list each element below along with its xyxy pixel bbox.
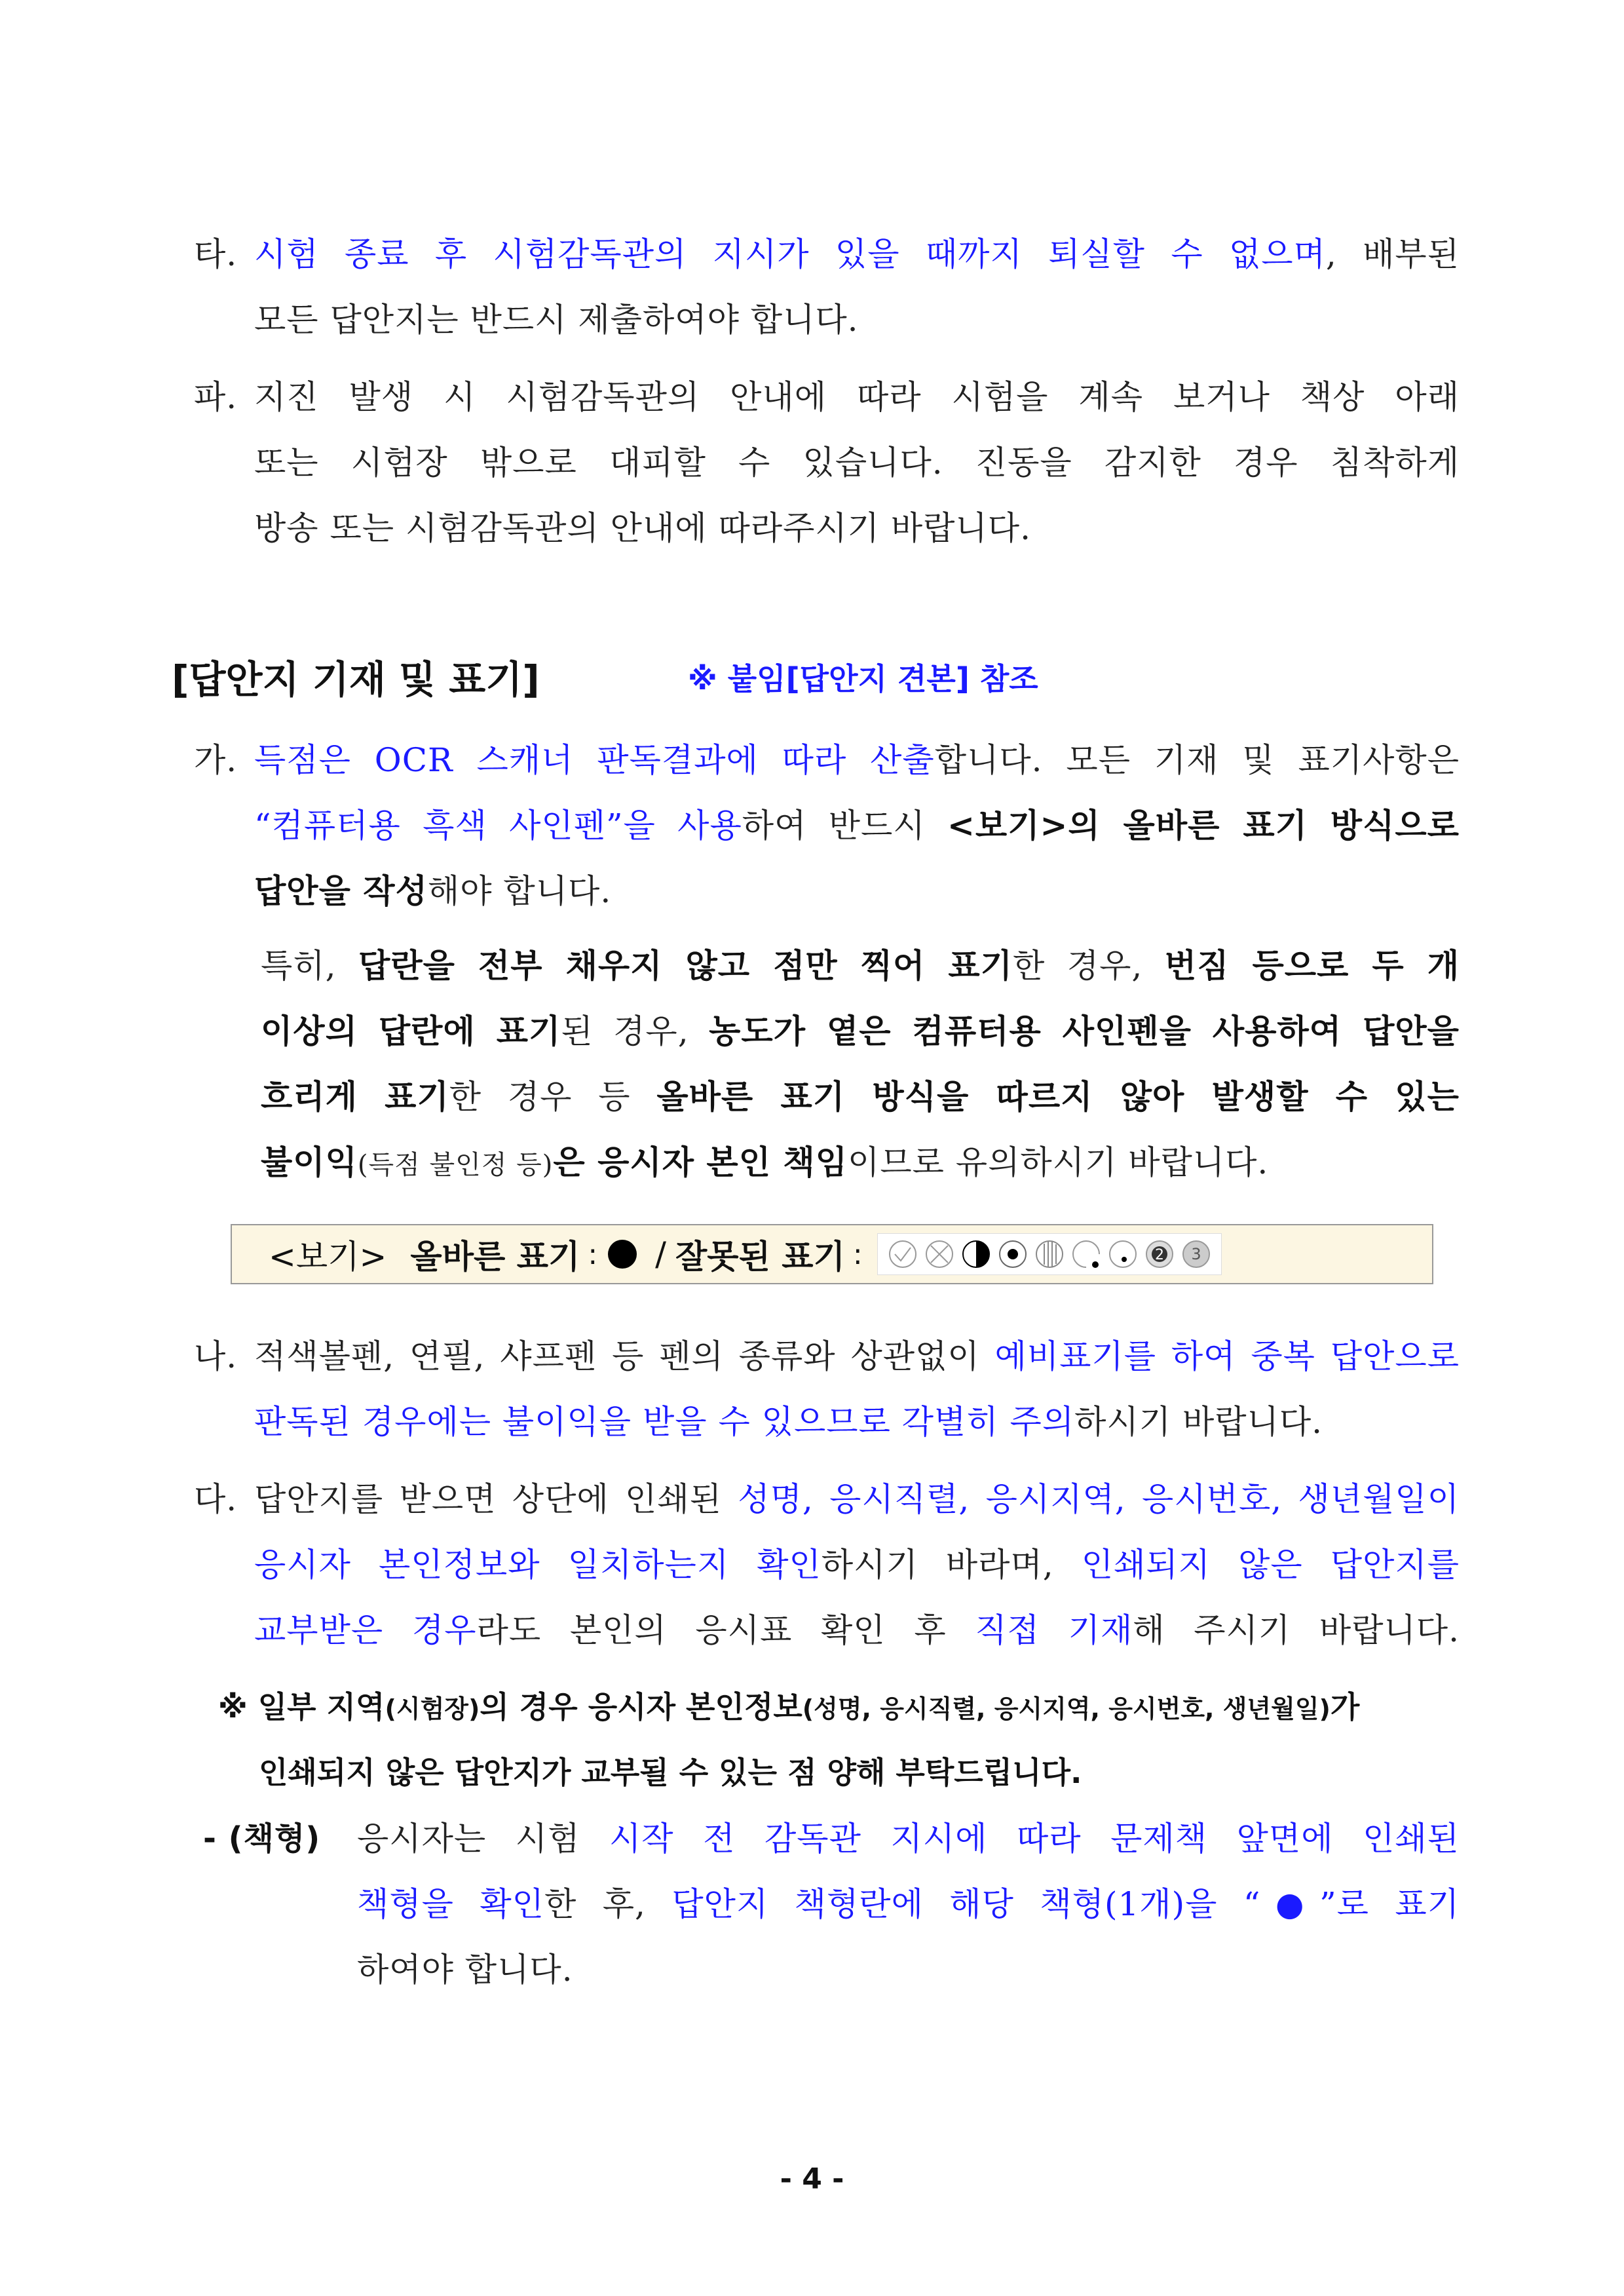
emphasis-text: 응시자 본인정보와 일치하는지 확인 [254, 1546, 821, 1584]
body-text: 합니다. 모든 기재 및 표기사항은 [934, 741, 1460, 779]
paragraph-line [261, 1130, 1460, 1195]
filled-circle-icon [608, 1240, 637, 1269]
emphasis-text: 인쇄되지 않은 답안지를 [1081, 1546, 1460, 1584]
wrong-mark-label: 잘못된 표기 [675, 1238, 845, 1276]
small-dot-circle-icon [1107, 1238, 1139, 1270]
paragraph-line [254, 1324, 1460, 1389]
body-text: 특히, [261, 947, 359, 985]
body-text: 한 경우 등 [449, 1078, 657, 1116]
paragraph-line [261, 933, 1460, 999]
paragraph-line: 지진 발생 시 시험감독관의 안내에 따라 시험을 계속 보거나 책상 아래 [254, 378, 1460, 416]
notice-text: (시험장) [385, 1694, 480, 1723]
separator: / [655, 1235, 666, 1273]
marking-example-box [231, 1224, 1433, 1284]
page-number: - 4 - [780, 2162, 844, 2196]
paragraph-na [194, 1324, 1460, 1455]
paragraph-line: 또는 시험장 밖으로 대피할 수 있습니다. 진동을 감지한 경우 침착하게 [254, 444, 1460, 482]
emphasis-text: 득점은 OCR 스캐너 판독결과에 따라 산출 [254, 741, 935, 779]
body-text: 하시기 바랍니다. [1074, 1403, 1323, 1441]
corner-dot-circle-icon [1070, 1238, 1102, 1270]
check-mark-circle-icon [887, 1238, 918, 1270]
bold-text: 흐리게 표기 [261, 1077, 449, 1116]
bold-text: <보기>의 올바른 표기 방식으로 [947, 806, 1460, 845]
emphasis-text: 성명, 응시직렬, 응시지역, 응시번호, 생년월일이 [738, 1480, 1460, 1518]
paragraph-line [254, 1532, 1460, 1598]
list-marker: 나. [194, 1337, 238, 1375]
body-text: 라도 본인의 응시표 확인 후 [476, 1611, 975, 1649]
body-text: 하시기 바라며, [821, 1546, 1082, 1584]
body-text: 된 경우, [561, 1012, 709, 1050]
body-text: 해야 합니다. [427, 872, 612, 910]
colon: : [852, 1237, 863, 1271]
bold-text: 농도가 옅은 컴퓨터용 사인펜을 사용하여 답안을 [709, 1012, 1460, 1050]
emphasis-text: 판독된 경우에는 불이익을 받을 수 있으므로 각별히 주의 [254, 1403, 1075, 1441]
bold-text: 이상의 답란에 표기 [261, 1012, 561, 1050]
wrong-mark-digit: 3 [1191, 1245, 1201, 1263]
correct-mark-label: 올바른 표기 [410, 1238, 580, 1276]
emphasis-text: 책형을 확인 [357, 1885, 544, 1923]
emphasis-text: 시작 전 감독관 지시에 따라 문제책 앞면에 인쇄된 [609, 1820, 1460, 1858]
bold-text: 번짐 등으로 두 개 [1164, 946, 1460, 985]
paragraph-ga-detail [261, 933, 1460, 1195]
center-dot-circle-icon [997, 1238, 1029, 1270]
emphasis-text: 교부받은 경우 [254, 1611, 477, 1649]
emphasis-text: 직접 기재 [975, 1611, 1133, 1649]
paragraph-da [194, 1466, 1460, 1663]
faint-number-circle-icon [1180, 1238, 1212, 1270]
paragraph-line [254, 1389, 1460, 1455]
paragraph-line [261, 999, 1460, 1064]
wrong-mark-digit: 2 [1154, 1247, 1164, 1263]
body-text: 적색볼펜, 연필, 샤프펜 등 펜의 종류와 상관없이 [254, 1337, 995, 1375]
emphasis-text: “컴퓨터용 흑색 사인펜”을 사용 [254, 807, 742, 845]
list-marker: - (책형) [203, 1820, 321, 1857]
bold-text: 불이익 [261, 1143, 358, 1181]
notice-text: 가 [1330, 1689, 1360, 1725]
body-text: (득점 불인정 등) [357, 1150, 554, 1180]
colon: : [588, 1237, 598, 1271]
paragraph-line [254, 793, 1460, 858]
bold-text: 답란을 전부 채우지 않고 점만 찍어 표기 [358, 946, 1013, 985]
list-marker: 파. [194, 378, 238, 416]
body-text: 답안지를 받으면 상단에 인쇄된 [254, 1480, 738, 1518]
body-text: 해 주시기 바랍니다. [1133, 1611, 1460, 1649]
notice-line [218, 1674, 1359, 1740]
bold-text: 은 응시자 본인 책임 [553, 1143, 848, 1181]
x-mark-circle-icon [924, 1238, 955, 1270]
bold-text: 올바른 표기 방식을 따르지 않아 발생할 수 있는 [656, 1077, 1460, 1116]
paragraph-line [254, 1598, 1460, 1663]
section-reference-note: ※ 붙임[답안지 견본] 참조 [688, 661, 1038, 697]
body-text: 한 후, [544, 1885, 672, 1923]
paragraph-line [254, 727, 1460, 793]
paragraph-line: 하여야 합니다. [357, 1951, 573, 1989]
list-marker: 다. [194, 1480, 238, 1518]
paragraph-pa [194, 364, 1460, 561]
example-label: <보기> [269, 1238, 387, 1276]
paragraph-ta [194, 221, 1460, 353]
body-text: 한 경우, [1012, 947, 1165, 985]
paragraph-line [357, 1806, 1460, 1871]
body-text: 하여 반드시 [742, 807, 947, 845]
notice-line: 인쇄되지 않은 답안지가 교부될 수 있는 점 양해 부탁드립니다. [259, 1755, 1082, 1790]
list-marker: 가. [194, 741, 238, 779]
emphasis-text: 시험 종료 후 시험감독관의 지시가 있을 때까지 퇴실할 수 없으며 [254, 235, 1326, 273]
notice-text: 의 경우 응시자 본인정보 [480, 1689, 803, 1725]
paragraph-line [254, 858, 1460, 924]
paragraph-line: 방송 또는 시험감독관의 안내에 따라주시기 바랍니다. [254, 509, 1031, 547]
list-marker: 타. [194, 235, 238, 273]
notice-text: (성명, 응시직렬, 응시지역, 응시번호, 생년월일) [802, 1694, 1331, 1723]
bold-text: 답안을 작성 [254, 871, 428, 910]
striped-circle-icon [1034, 1238, 1065, 1270]
body-text: 이므로 유의하시기 바랍니다. [848, 1143, 1269, 1181]
body-text: 응시자는 시험 [357, 1820, 609, 1858]
half-filled-circle-icon [960, 1238, 992, 1270]
notice-box [218, 1674, 1359, 1805]
emphasis-text: 답안지 책형란에 해당 책형(1개)을 “●”로 표기 [671, 1885, 1460, 1923]
notice-text: ※ 일부 지역 [218, 1689, 385, 1725]
smudged-number-circle-icon [1144, 1238, 1175, 1270]
paragraph-line: 모든 답안지는 반드시 제출하여야 합니다. [254, 301, 859, 339]
paragraph-booklet-type [203, 1806, 1460, 2002]
emphasis-text: 예비표기를 하여 중복 답안으로 [994, 1337, 1460, 1375]
section-heading: [답안지 기재 및 표기] [172, 657, 540, 702]
paragraph-line [254, 1466, 1460, 1532]
paragraph-line [261, 1064, 1460, 1130]
paragraph-ga [194, 727, 1460, 924]
paragraph-line [254, 221, 1460, 287]
paragraph-line [357, 1871, 1460, 1937]
body-text: , 배부된 [1325, 235, 1460, 273]
wrong-marks-strip [877, 1233, 1222, 1275]
